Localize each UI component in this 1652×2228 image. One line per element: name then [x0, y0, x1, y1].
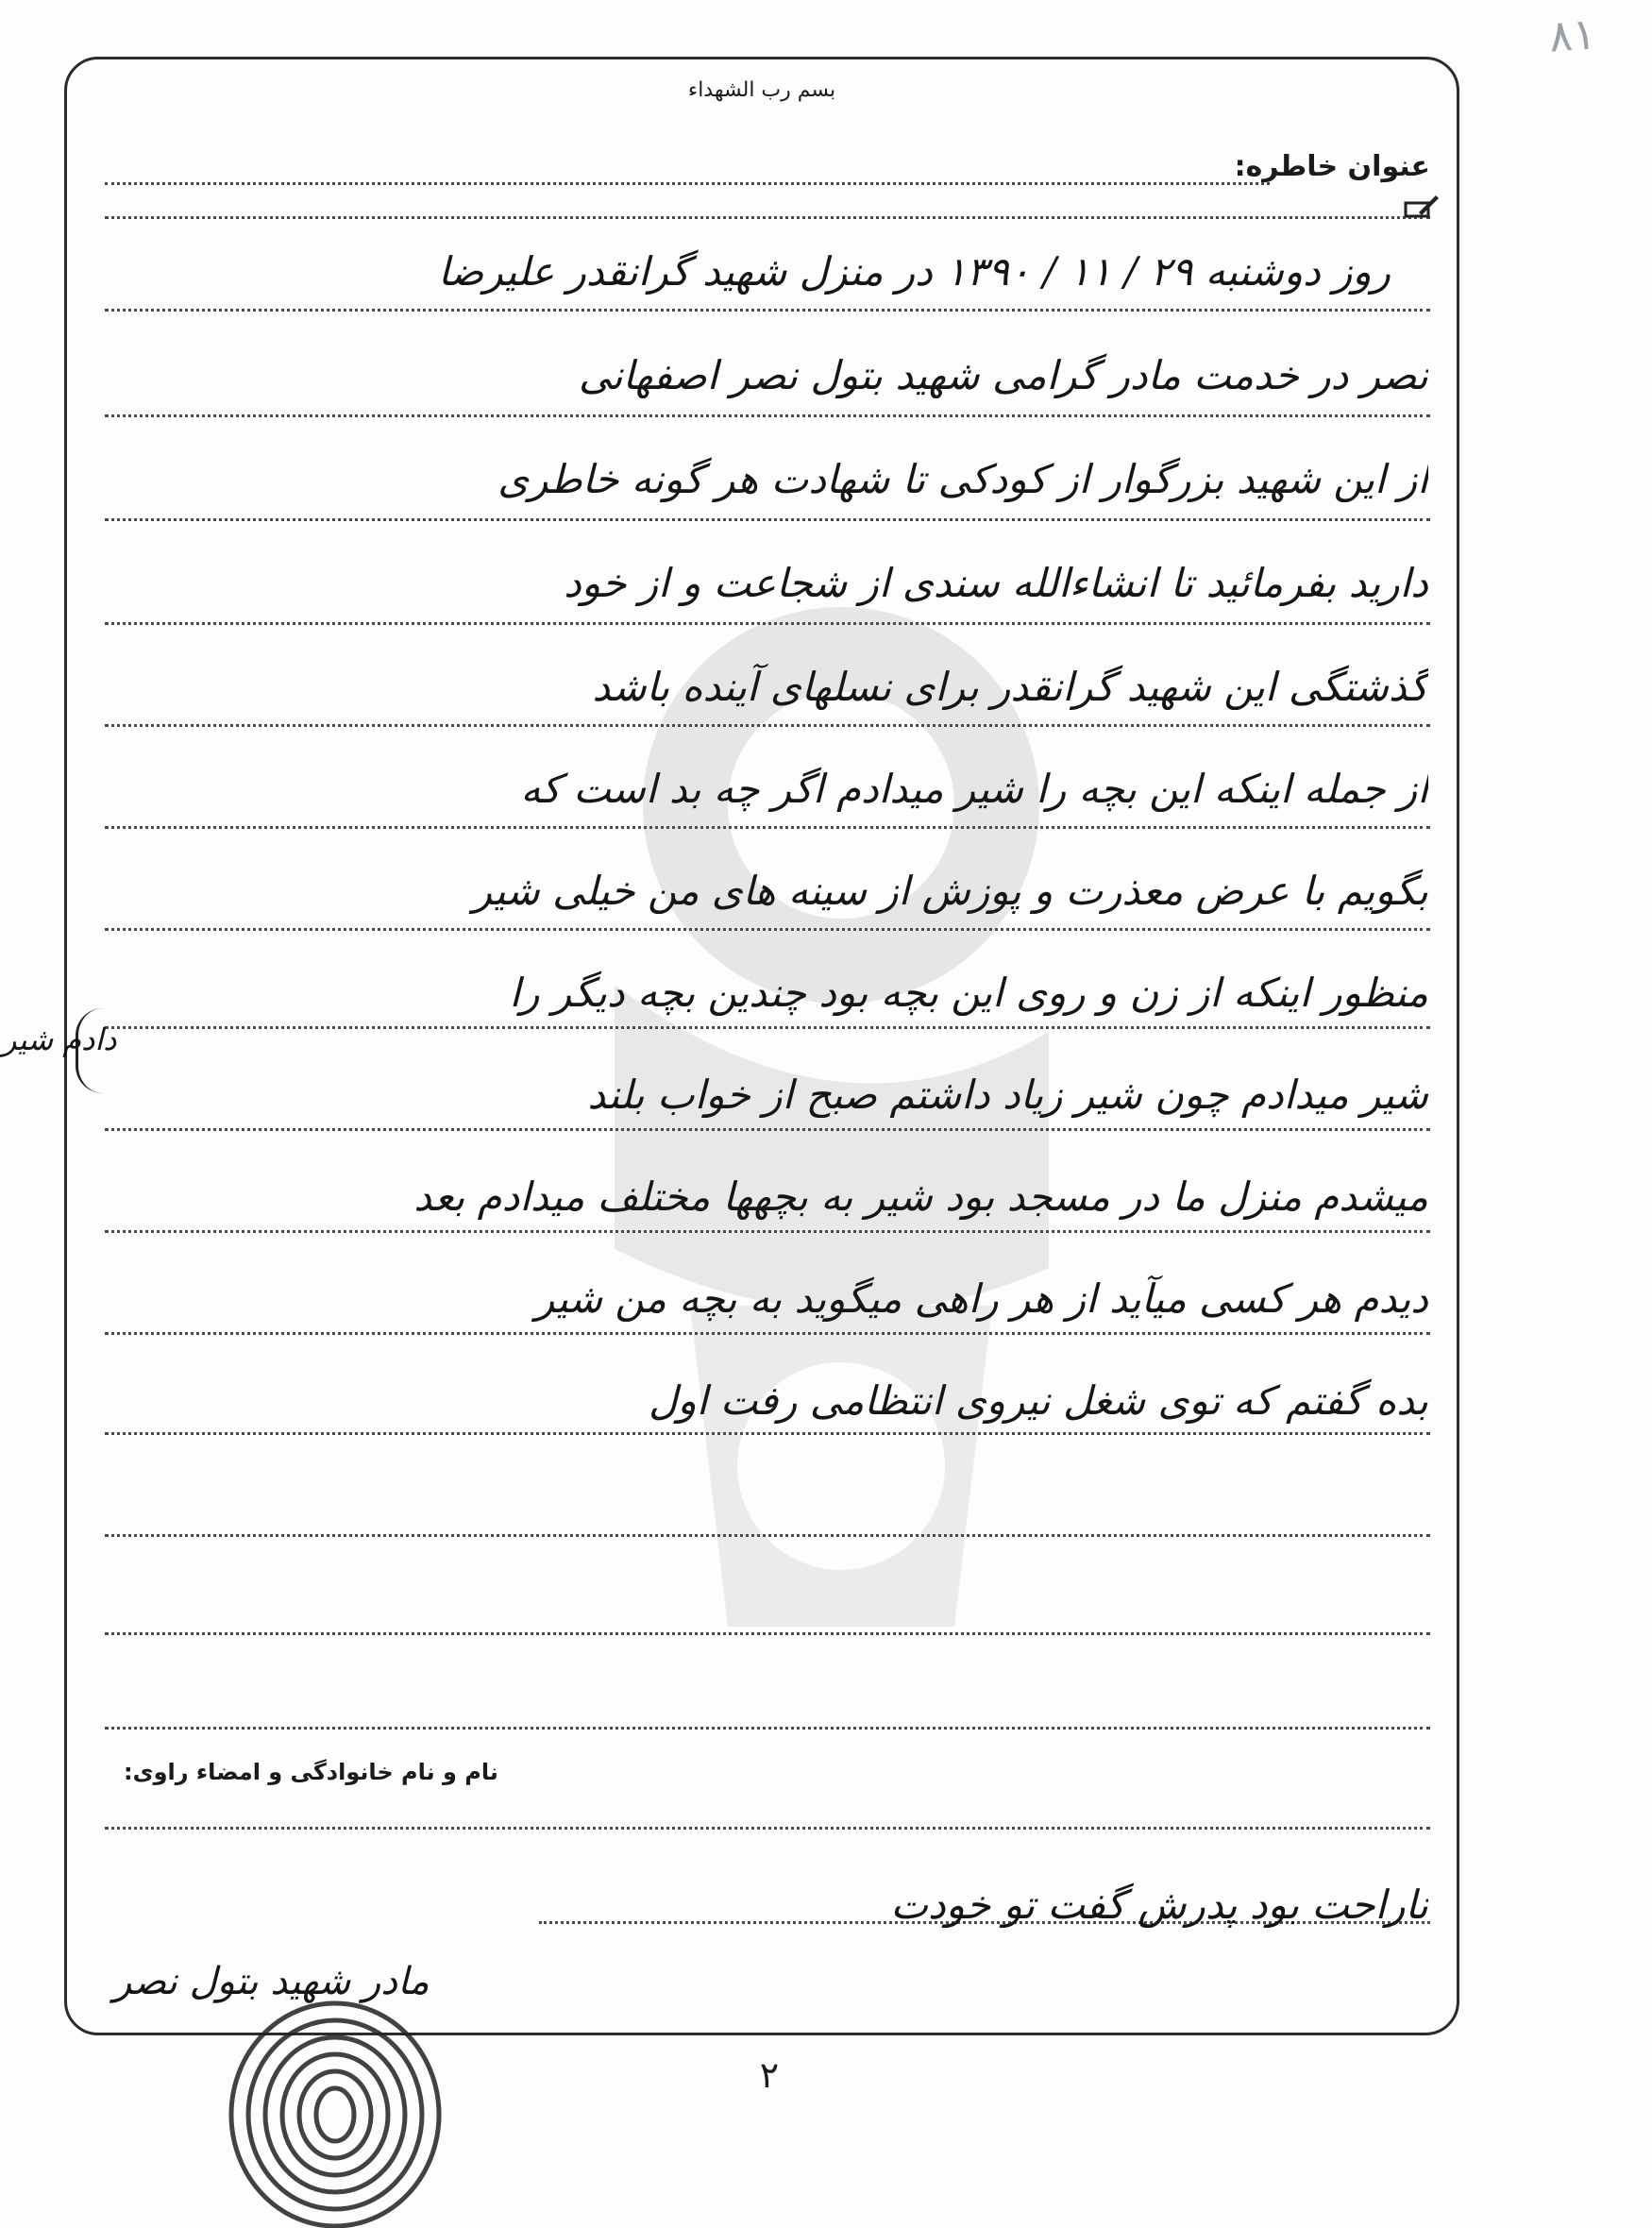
narrator-label: نام و نام خانوادگی و امضاء راوی: [124, 1759, 498, 1785]
entry-line [105, 1126, 1430, 1131]
entry-line [105, 1330, 1430, 1335]
fingerprint-mark [217, 1973, 453, 2228]
memoir-line: از این شهید بزرگوار از کودکی تا شهادت هر گونه خاطری [497, 456, 1428, 502]
memoir-line: از جمله اینکه این بچه را شیر میدادم اگر چه بد است که [520, 766, 1428, 812]
entry-line [105, 516, 1430, 521]
memoir-line: ناراحت بود پدرش گفت تو خودت [890, 1882, 1428, 1928]
memoir-line: گذشتگی این شهید گرانقدر برای نسلهای آینده باشد [592, 664, 1428, 710]
entry-line [105, 1630, 1430, 1635]
memoir-line: روز دوشنبه ۲۹ / ۱۱ / ۱۳۹۰ در منزل شهید گرانقدر علیرضا [437, 248, 1391, 295]
memoir-line: منظور اینکه از زن و روی این بچه بود چندین بچه دیگر را [509, 970, 1428, 1016]
entry-line [105, 1228, 1430, 1233]
header-basmala: بسم رب الشهداء [687, 78, 836, 102]
memoir-line: شیر میدادم چون شیر زیاد داشتم صبح از خواب بلند [587, 1072, 1428, 1118]
page-corner-mark: ۸۱ [1546, 8, 1597, 62]
title-dotted-line [105, 182, 1270, 185]
memoir-line: دارید بفرمائید تا انشاءالله سندی از شجاعت و از خود [564, 560, 1428, 606]
entry-line [105, 926, 1430, 931]
entry-line [105, 1430, 1430, 1435]
entry-line [105, 307, 1430, 312]
memoir-line: بده گفتم که توی شغل نیروی انتظامی رفت اول [649, 1377, 1428, 1424]
title-label: عنوان خاطره: [1234, 150, 1430, 183]
entry-line [105, 1024, 1430, 1029]
entry-line [105, 1725, 1430, 1730]
entry-line [105, 722, 1430, 727]
memoir-form-frame [64, 57, 1459, 2035]
memoir-line: دیدم هر کسی میآید از هر راهی میگوید به بچه من شیر [534, 1275, 1428, 1322]
title-row [105, 144, 1430, 194]
memoir-line: نصر در خدمت مادر گرامی شهید بتول نصر اصفهانی [578, 352, 1428, 398]
entry-line [105, 1532, 1430, 1537]
entry-line [105, 824, 1430, 829]
entry-line [105, 1825, 1430, 1830]
pencil-icon [1402, 190, 1440, 228]
entry-line [105, 214, 1430, 219]
entry-line [105, 620, 1430, 625]
memoir-line: بگویم با عرض معذرت و پوزش از سینه های من خیلی شیر [472, 868, 1428, 914]
page-number: ۲ [759, 2054, 780, 2096]
narrator-signature: مادر شهید بتول نصر [113, 1960, 430, 2003]
margin-note: دادم شیر [2, 1021, 117, 1057]
entry-line [105, 413, 1430, 417]
memoir-line: میشدم منزل ما در مسجد بود شیر به بچهها مختلف میدادم بعد [413, 1173, 1428, 1220]
